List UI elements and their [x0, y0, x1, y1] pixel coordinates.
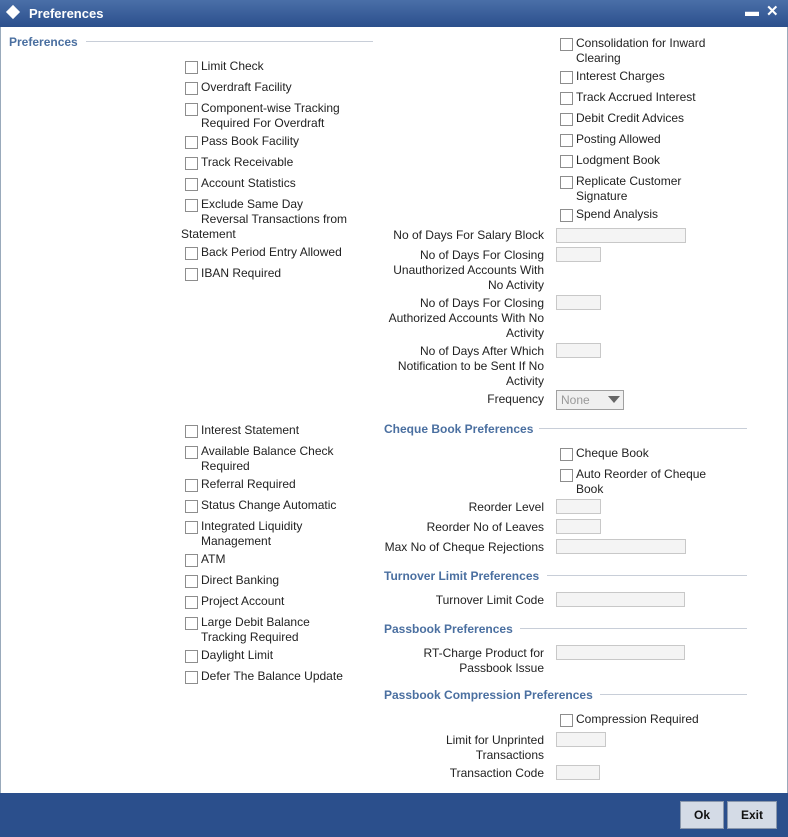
back-period-entry-checkbox[interactable] — [185, 247, 198, 260]
posting-allowed-checkbox[interactable] — [560, 134, 573, 147]
closing-unauth-label-2: Unauthorized Accounts With — [393, 263, 544, 277]
footer-bar — [0, 793, 788, 837]
notification-label-2: Notification to be Sent If No — [397, 359, 544, 373]
pass-book-facility-checkbox[interactable] — [185, 136, 198, 149]
auto-reorder-label-1: Auto Reorder of Cheque — [576, 467, 707, 481]
section-preferences-title: Preferences — [9, 35, 78, 49]
chevron-down-icon — [608, 396, 620, 403]
exclude-same-day-label-2: Reversal Transactions from — [201, 212, 348, 226]
interest-statement-checkbox[interactable] — [185, 425, 198, 438]
track-accrued-interest-checkbox[interactable] — [560, 92, 573, 105]
max-cheque-rejections-input[interactable] — [556, 539, 686, 554]
consolidation-label-2: Clearing — [576, 51, 621, 65]
large-debit-balance-label-1: Large Debit Balance — [201, 615, 310, 629]
pass-book-facility-label: Pass Book Facility — [201, 134, 300, 148]
component-wise-tracking-label-1: Component-wise Tracking — [201, 101, 340, 115]
turnover-limit-code-label: Turnover Limit Code — [435, 593, 544, 607]
referral-required-checkbox[interactable] — [185, 479, 198, 492]
limit-check-label: Limit Check — [201, 59, 264, 73]
debit-credit-advices-checkbox[interactable] — [560, 113, 573, 126]
section-divider — [520, 628, 747, 629]
ok-button[interactable]: Ok — [680, 801, 724, 829]
auto-reorder-label-2: Book — [576, 482, 604, 496]
close-icon[interactable]: ✕ — [766, 3, 779, 20]
track-receivable-label: Track Receivable — [201, 155, 294, 169]
section-divider — [539, 428, 747, 429]
debit-credit-advices-label: Debit Credit Advices — [576, 111, 685, 125]
turnover-limit-code-input[interactable] — [556, 592, 685, 607]
project-account-label: Project Account — [201, 594, 285, 608]
section-divider — [547, 575, 747, 576]
reorder-leaves-input[interactable] — [556, 519, 601, 534]
notification-label-1: No of Days After Which — [419, 344, 544, 358]
notification-label-3: Activity — [505, 374, 544, 388]
salary-block-label: No of Days For Salary Block — [393, 228, 544, 242]
iban-required-checkbox[interactable] — [185, 268, 198, 281]
section-cheque-book-title: Cheque Book Preferences — [384, 422, 534, 436]
cheque-book-label: Cheque Book — [576, 446, 649, 460]
daylight-limit-label: Daylight Limit — [201, 648, 274, 662]
closing-unauth-label-3: No Activity — [487, 278, 544, 292]
transaction-code-label: Transaction Code — [449, 766, 544, 780]
atm-checkbox[interactable] — [185, 554, 198, 567]
transaction-code-input[interactable] — [556, 765, 600, 780]
closing-unauth-label-1: No of Days For Closing — [419, 248, 544, 262]
account-statistics-checkbox[interactable] — [185, 178, 198, 191]
overdraft-facility-label: Overdraft Facility — [201, 80, 292, 94]
direct-banking-label: Direct Banking — [201, 573, 280, 587]
interest-statement-label: Interest Statement — [201, 423, 300, 437]
available-balance-label-1: Available Balance Check — [201, 444, 334, 458]
exclude-same-day-label-1: Exclude Same Day — [201, 197, 304, 211]
iban-required-label: IBAN Required — [201, 266, 282, 280]
max-cheque-rejections-label: Max No of Cheque Rejections — [384, 540, 544, 554]
frequency-label: Frequency — [487, 392, 544, 406]
available-balance-label-2: Required — [201, 459, 250, 473]
spend-analysis-label: Spend Analysis — [576, 207, 659, 221]
closing-unauth-input[interactable] — [556, 247, 601, 262]
notification-input[interactable] — [556, 343, 601, 358]
window-title: Preferences — [29, 6, 104, 21]
referral-required-label: Referral Required — [201, 477, 296, 491]
integrated-liquidity-label-2: Management — [201, 534, 272, 548]
lodgment-book-checkbox[interactable] — [560, 155, 573, 168]
project-account-checkbox[interactable] — [185, 596, 198, 609]
reorder-leaves-label: Reorder No of Leaves — [426, 520, 544, 534]
frequency-select-value: None — [561, 393, 590, 407]
atm-label: ATM — [201, 552, 226, 566]
rt-charge-product-input[interactable] — [556, 645, 685, 660]
component-wise-tracking-label-2: Required For Overdraft — [201, 116, 325, 130]
large-debit-balance-label-2: Tracking Required — [201, 630, 299, 644]
integrated-liquidity-label-1: Integrated Liquidity — [201, 519, 303, 533]
exclude-same-day-checkbox[interactable] — [185, 199, 198, 212]
status-change-automatic-label: Status Change Automatic — [201, 498, 337, 512]
title-bar — [0, 0, 788, 27]
replicate-customer-signature-checkbox[interactable] — [560, 176, 573, 189]
exit-button[interactable]: Exit — [727, 801, 777, 829]
reorder-level-label: Reorder Level — [468, 500, 544, 514]
posting-allowed-label: Posting Allowed — [576, 132, 661, 146]
section-divider — [600, 694, 747, 695]
window-diamond-icon — [6, 5, 20, 19]
minimize-icon[interactable]: ▬ — [745, 3, 759, 19]
closing-auth-input[interactable] — [556, 295, 601, 310]
overdraft-facility-checkbox[interactable] — [185, 82, 198, 95]
auto-reorder-checkbox[interactable] — [560, 469, 573, 482]
available-balance-check-checkbox[interactable] — [185, 446, 198, 459]
integrated-liquidity-checkbox[interactable] — [185, 521, 198, 534]
replicate-customer-label-2: Signature — [576, 189, 628, 203]
salary-block-input[interactable] — [556, 228, 686, 243]
direct-banking-checkbox[interactable] — [185, 575, 198, 588]
rt-charge-label-1: RT-Charge Product for — [423, 646, 544, 660]
component-wise-tracking-checkbox[interactable] — [185, 103, 198, 116]
defer-balance-update-checkbox[interactable] — [185, 671, 198, 684]
consolidation-label-1: Consolidation for Inward — [576, 36, 706, 50]
account-statistics-label: Account Statistics — [201, 176, 296, 190]
section-passbook-title: Passbook Preferences — [384, 622, 513, 636]
frequency-select[interactable] — [556, 390, 624, 410]
spend-analysis-checkbox[interactable] — [560, 209, 573, 222]
track-receivable-checkbox[interactable] — [185, 157, 198, 170]
compression-required-checkbox[interactable] — [560, 714, 573, 727]
cheque-book-checkbox[interactable] — [560, 448, 573, 461]
status-change-automatic-checkbox[interactable] — [185, 500, 198, 513]
dialog-body — [0, 27, 788, 794]
interest-charges-checkbox[interactable] — [560, 71, 573, 84]
replicate-customer-label-1: Replicate Customer — [576, 174, 682, 188]
closing-auth-label-3: Activity — [505, 326, 544, 340]
exclude-same-day-label-3: Statement — [181, 227, 236, 241]
limit-unprinted-input[interactable] — [556, 732, 606, 747]
large-debit-balance-checkbox[interactable] — [185, 617, 198, 630]
daylight-limit-checkbox[interactable] — [185, 650, 198, 663]
back-period-entry-label: Back Period Entry Allowed — [201, 245, 342, 259]
section-turnover-title: Turnover Limit Preferences — [384, 569, 540, 583]
lodgment-book-label: Lodgment Book — [576, 153, 661, 167]
interest-charges-label: Interest Charges — [576, 69, 665, 83]
defer-balance-update-label: Defer The Balance Update — [201, 669, 343, 683]
section-compression-title: Passbook Compression Preferences — [384, 688, 593, 702]
track-accrued-interest-label: Track Accrued Interest — [576, 90, 696, 104]
limit-unprinted-label-1: Limit for Unprinted — [445, 733, 544, 747]
reorder-level-input[interactable] — [556, 499, 601, 514]
closing-auth-label-2: Authorized Accounts With No — [388, 311, 544, 325]
section-divider — [86, 41, 373, 42]
rt-charge-label-2: Passbook Issue — [459, 661, 544, 675]
compression-required-label: Compression Required — [576, 712, 699, 726]
limit-check-checkbox[interactable] — [185, 61, 198, 74]
limit-unprinted-label-2: Transactions — [475, 748, 544, 762]
closing-auth-label-1: No of Days For Closing — [419, 296, 544, 310]
consolidation-inward-clearing-checkbox[interactable] — [560, 38, 573, 51]
